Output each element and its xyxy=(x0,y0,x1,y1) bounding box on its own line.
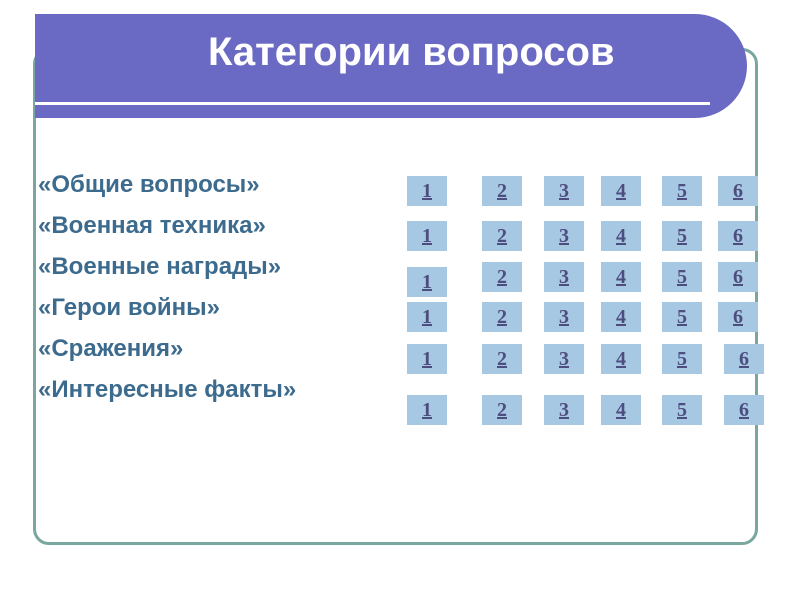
question-link-row3-col6[interactable]: 6 xyxy=(718,262,758,292)
question-link-row4-col3[interactable]: 3 xyxy=(544,302,584,332)
category-battles: «Сражения» xyxy=(38,335,184,362)
question-link-row1-col2[interactable]: 2 xyxy=(482,176,522,206)
title-underline xyxy=(35,102,710,105)
question-link-row5-col3[interactable]: 3 xyxy=(544,344,584,374)
question-link-row5-col6[interactable]: 6 xyxy=(724,344,764,374)
question-link-row5-col5[interactable]: 5 xyxy=(662,344,702,374)
question-link-row1-col1[interactable]: 1 xyxy=(407,176,447,206)
category-military-awards: «Военные награды» xyxy=(38,253,282,280)
question-link-row2-col4[interactable]: 4 xyxy=(601,221,641,251)
question-link-row1-col5[interactable]: 5 xyxy=(662,176,702,206)
question-link-row6-col2[interactable]: 2 xyxy=(482,395,522,425)
question-link-row2-col3[interactable]: 3 xyxy=(544,221,584,251)
question-link-row1-col3[interactable]: 3 xyxy=(544,176,584,206)
category-military-equipment: «Военная техника» xyxy=(38,212,266,239)
category-interesting-facts: «Интересные факты» xyxy=(38,376,297,403)
question-link-row3-col3[interactable]: 3 xyxy=(544,262,584,292)
category-general: «Общие вопросы» xyxy=(38,171,260,198)
question-link-row2-col6[interactable]: 6 xyxy=(718,221,758,251)
question-link-row4-col2[interactable]: 2 xyxy=(482,302,522,332)
question-link-row1-col4[interactable]: 4 xyxy=(601,176,641,206)
page-title: Категории вопросов xyxy=(208,30,615,74)
question-link-row4-col6[interactable]: 6 xyxy=(718,302,758,332)
question-link-row4-col4[interactable]: 4 xyxy=(601,302,641,332)
question-link-row3-col4[interactable]: 4 xyxy=(601,262,641,292)
question-link-row1-col6[interactable]: 6 xyxy=(718,176,758,206)
question-link-row3-col1[interactable]: 1 xyxy=(407,267,447,297)
category-list xyxy=(38,167,296,413)
question-link-row3-col5[interactable]: 5 xyxy=(662,262,702,292)
question-link-row6-col4[interactable]: 4 xyxy=(601,395,641,425)
question-link-row5-col2[interactable]: 2 xyxy=(482,344,522,374)
category-war-heroes: «Герои войны» xyxy=(38,294,221,321)
question-link-row4-col1[interactable]: 1 xyxy=(407,302,447,332)
question-link-row3-col2[interactable]: 2 xyxy=(482,262,522,292)
question-link-row2-col1[interactable]: 1 xyxy=(407,221,447,251)
question-link-row6-col6[interactable]: 6 xyxy=(724,395,764,425)
question-link-row6-col3[interactable]: 3 xyxy=(544,395,584,425)
question-link-row6-col1[interactable]: 1 xyxy=(407,395,447,425)
question-link-row6-col5[interactable]: 5 xyxy=(662,395,702,425)
question-link-row5-col4[interactable]: 4 xyxy=(601,344,641,374)
question-link-row5-col1[interactable]: 1 xyxy=(407,344,447,374)
question-link-row4-col5[interactable]: 5 xyxy=(662,302,702,332)
question-link-row2-col2[interactable]: 2 xyxy=(482,221,522,251)
question-link-row2-col5[interactable]: 5 xyxy=(662,221,702,251)
